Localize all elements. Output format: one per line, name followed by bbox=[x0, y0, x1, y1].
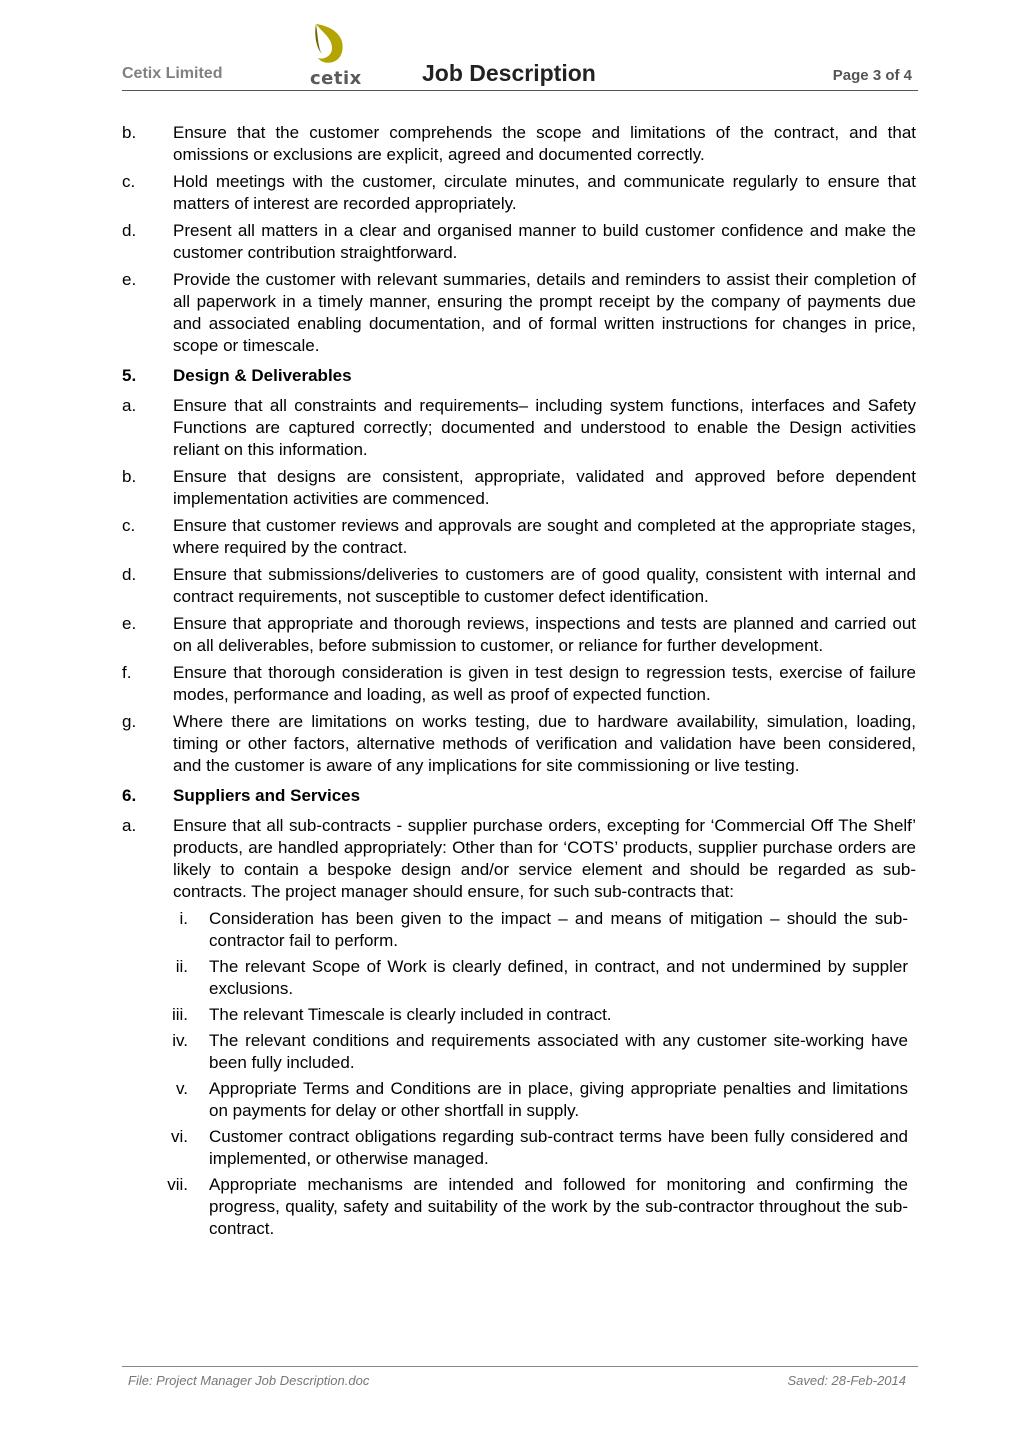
item-label: a. bbox=[122, 396, 137, 415]
item-label: c. bbox=[122, 172, 136, 191]
section-title: Suppliers and Services bbox=[173, 786, 361, 805]
sub-list-item bbox=[122, 1030, 908, 1074]
list-item bbox=[122, 395, 916, 461]
list-item bbox=[122, 815, 916, 903]
item-text: Hold meetings with the customer, circulate minutes, and communicate regularly to ensure that matters of interest are recorded appropriately. bbox=[173, 172, 916, 213]
document-body bbox=[122, 122, 916, 1244]
list-item bbox=[122, 662, 916, 706]
page-number: Page 3 of 4 bbox=[832, 67, 912, 84]
list-item bbox=[122, 269, 916, 357]
document-title: Job Description bbox=[422, 60, 596, 86]
sub-list-item bbox=[122, 1126, 908, 1170]
sub-item-label: ii. bbox=[175, 957, 188, 976]
list-item bbox=[122, 711, 916, 777]
sub-list-item bbox=[122, 1004, 908, 1026]
item-label: b. bbox=[122, 467, 137, 486]
footer-saved-date: Saved: 28-Feb-2014 bbox=[787, 1373, 906, 1388]
item-text: Ensure that all sub-contracts - supplier purchase orders, excepting for ‘Commercial Off The Shelf’ products, are handled appropriately: Other than for ‘COTS’ products, supplier purchase orders are likely to contain a bespoke design and/or service element and should be regarded as sub-contracts. The project manager should ensure, for such sub-contracts that: bbox=[173, 816, 916, 901]
company-name: Cetix Limited bbox=[122, 65, 223, 82]
sub-list-item bbox=[122, 908, 908, 952]
item-label: e. bbox=[122, 614, 137, 633]
sub-item-text: The relevant Timescale is clearly included in contract. bbox=[209, 1005, 612, 1024]
list-item bbox=[122, 613, 916, 657]
item-label: b. bbox=[122, 123, 137, 142]
sub-item-label: iv. bbox=[172, 1031, 188, 1050]
item-text: Ensure that designs are consistent, appropriate, validated and approved before dependent implementation activities are commenced. bbox=[173, 467, 916, 508]
sub-list bbox=[122, 908, 916, 1240]
section-number: 6. bbox=[122, 786, 137, 805]
item-text: Ensure that customer reviews and approvals are sought and completed at the appropriate stages, where required by the contract. bbox=[173, 516, 916, 557]
list-item bbox=[122, 466, 916, 510]
item-label: f. bbox=[122, 663, 132, 682]
sub-list-item bbox=[122, 1078, 908, 1122]
item-label: a. bbox=[122, 816, 137, 835]
item-label: d. bbox=[122, 565, 137, 584]
list-item bbox=[122, 171, 916, 215]
footer-file: File: Project Manager Job Description.doc bbox=[128, 1373, 370, 1388]
section-title: Design & Deliverables bbox=[173, 366, 352, 385]
section-heading bbox=[122, 365, 916, 387]
cetix-logo-mark-icon bbox=[302, 20, 366, 70]
sub-item-text: Consideration has been given to the impact – and means of mitigation – should the sub-contractor fail to perform. bbox=[209, 909, 908, 950]
item-label: e. bbox=[122, 270, 137, 289]
sub-list-item bbox=[122, 1174, 908, 1240]
list-item bbox=[122, 220, 916, 264]
sub-item-text: Appropriate mechanisms are intended and followed for monitoring and confirming the progress, quality, safety and suitability of the work by the sub-contractor throughout the sub-contract. bbox=[209, 1175, 908, 1238]
item-text: Present all matters in a clear and organised manner to build customer confidence and make the customer contribution straightforward. bbox=[173, 221, 916, 262]
list-item bbox=[122, 515, 916, 559]
item-label: c. bbox=[122, 516, 136, 535]
sub-item-label: vii. bbox=[167, 1175, 188, 1194]
cetix-logo bbox=[302, 20, 366, 88]
item-text: Ensure that all constraints and requirements– including system functions, interfaces and Safety Functions are captured correctly; documented and understood to enable the Design activities reliant on this information. bbox=[173, 396, 916, 459]
item-label: d. bbox=[122, 221, 137, 240]
item-text: Provide the customer with relevant summaries, details and reminders to assist their completion of all paperwork in a timely manner, ensuring the prompt receipt by the company of payments due and associated enabling documentation, and of formal written instructions for changes in price, scope or timescale. bbox=[173, 270, 916, 355]
sub-item-label: v. bbox=[176, 1079, 188, 1098]
item-text: Ensure that submissions/deliveries to customers are of good quality, consistent with internal and contract requirements, not susceptible to customer defect identification. bbox=[173, 565, 916, 606]
section-number: 5. bbox=[122, 366, 137, 385]
sub-list-item bbox=[122, 956, 908, 1000]
list-item bbox=[122, 122, 916, 166]
page-header bbox=[122, 18, 918, 91]
sub-item-text: The relevant Scope of Work is clearly defined, in contract, and not undermined by suppler exclusions. bbox=[209, 957, 908, 998]
sub-item-label: i. bbox=[179, 909, 188, 928]
item-text: Where there are limitations on works testing, due to hardware availability, simulation, loading, timing or other factors, alternative methods of verification and validation have been considered, and the customer is aware of any implications for site commissioning or live testing. bbox=[173, 712, 916, 775]
item-text: Ensure that the customer comprehends the scope and limitations of the contract, and that omissions or exclusions are explicit, agreed and documented correctly. bbox=[173, 123, 916, 164]
item-text: Ensure that appropriate and thorough reviews, inspections and tests are planned and carried out on all deliverables, before submission to customer, or reliance for further development. bbox=[173, 614, 916, 655]
page-footer bbox=[122, 1366, 918, 1388]
logo-wordmark: cetix bbox=[310, 68, 362, 89]
item-label: g. bbox=[122, 712, 137, 731]
sub-item-text: The relevant conditions and requirements associated with any customer site-working have been fully included. bbox=[209, 1031, 908, 1072]
sub-item-label: vi. bbox=[171, 1127, 188, 1146]
list-item bbox=[122, 564, 916, 608]
section-heading bbox=[122, 785, 916, 807]
item-text: Ensure that thorough consideration is given in test design to regression tests, exercise of failure modes, performance and loading, as well as proof of expected function. bbox=[173, 663, 916, 704]
sub-item-text: Appropriate Terms and Conditions are in place, giving appropriate penalties and limitations on payments for delay or other shortfall in supply. bbox=[209, 1079, 908, 1120]
sub-item-text: Customer contract obligations regarding sub-contract terms have been fully considered and implemented, or otherwise managed. bbox=[209, 1127, 908, 1168]
sub-item-label: iii. bbox=[171, 1005, 188, 1024]
